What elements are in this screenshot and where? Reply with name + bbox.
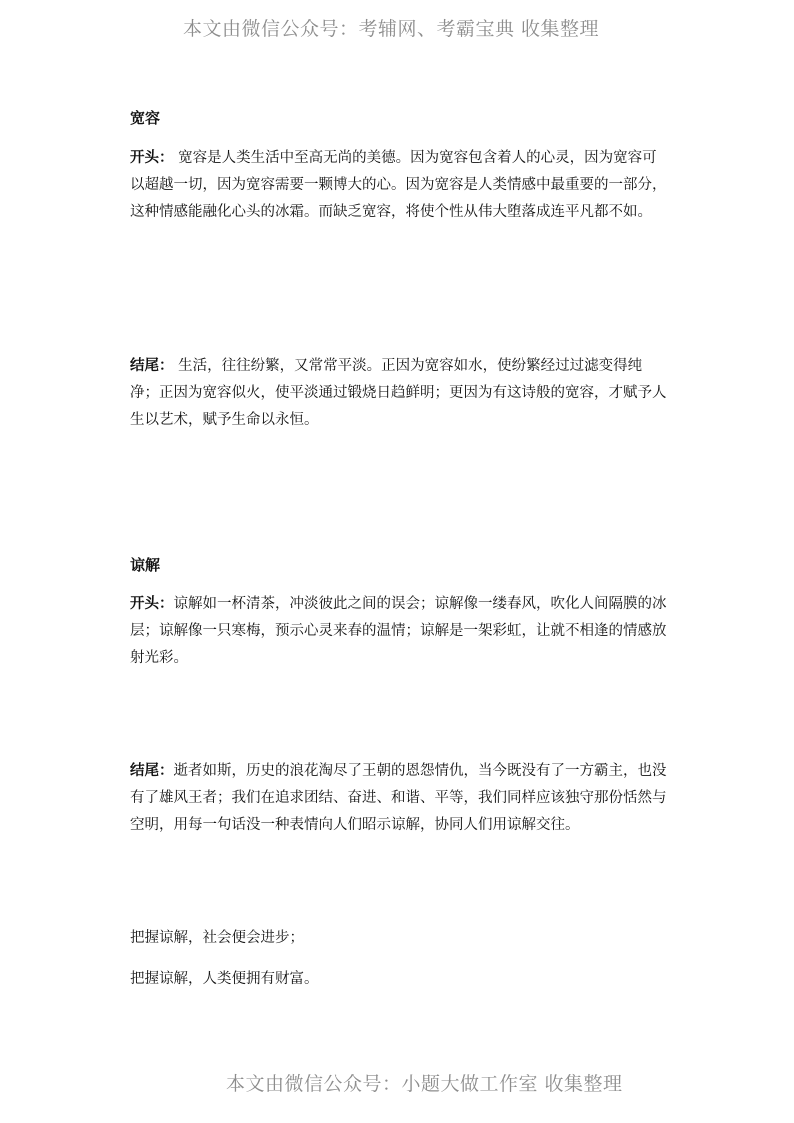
section-heading-kuanrong: 宽容 — [130, 109, 161, 127]
section-opening-kuanrong — [130, 145, 670, 226]
ending-text: 逝者如斯，历史的浪花淘尽了王朝的恩怨情仇，当今既没有了一方霸主，也没有了雄风王者；我们在追求团结、奋进、和谐、平等，我们同样应该独守那份恬然与空明，用每一句话没一种表情向人们昭示谅解，协同人们用谅解交往。 — [130, 763, 667, 833]
closing-line: 把握谅解，人类便拥有财富。 — [130, 971, 319, 987]
ending-label: 结尾： — [130, 358, 174, 374]
opening-label: 开头： — [130, 596, 174, 612]
watermark-bottom: 本文由微信公众号：小题大做工作室 收集整理 — [226, 1073, 623, 1095]
section-ending-kuanrong — [130, 353, 670, 434]
section-ending-liangjie — [130, 758, 670, 839]
ending-text: 生活，往往纷繁，又常常平淡。正因为宽容如水，使纷繁经过过滤变得纯净；正因为宽容似火，使平淡通过锻烧日趋鲜明；更因为有这诗般的宽容，才赋予人生以艺术，赋予生命以永恒。 — [130, 358, 667, 428]
opening-text: 谅解如一杯清茶，冲淡彼此之间的误会；谅解像一缕春风，吹化人间隔膜的冰层；谅解像一只寒梅，预示心灵来春的温情；谅解是一架彩虹，让就不相逢的情感放射光彩。 — [130, 596, 667, 666]
closing-line: 把握谅解，社会便会进步； — [130, 930, 304, 946]
ending-label: 结尾： — [130, 763, 174, 779]
section-opening-liangjie — [130, 591, 670, 672]
opening-text: 宽容是人类生活中至高无尚的美德。因为宽容包含着人的心灵，因为宽容可以超越一切，因为宽容需要一颗博大的心。因为宽容是人类情感中最重要的一部分，这种情感能融化心头的冰霜。而缺乏宽容，将使个性从伟大堕落成连平凡都不如。 — [130, 150, 667, 220]
section-heading-liangjie: 谅解 — [130, 556, 161, 574]
watermark-top: 本文由微信公众号：考辅网、考霸宝典 收集整理 — [183, 18, 600, 40]
opening-label: 开头： — [130, 150, 174, 166]
